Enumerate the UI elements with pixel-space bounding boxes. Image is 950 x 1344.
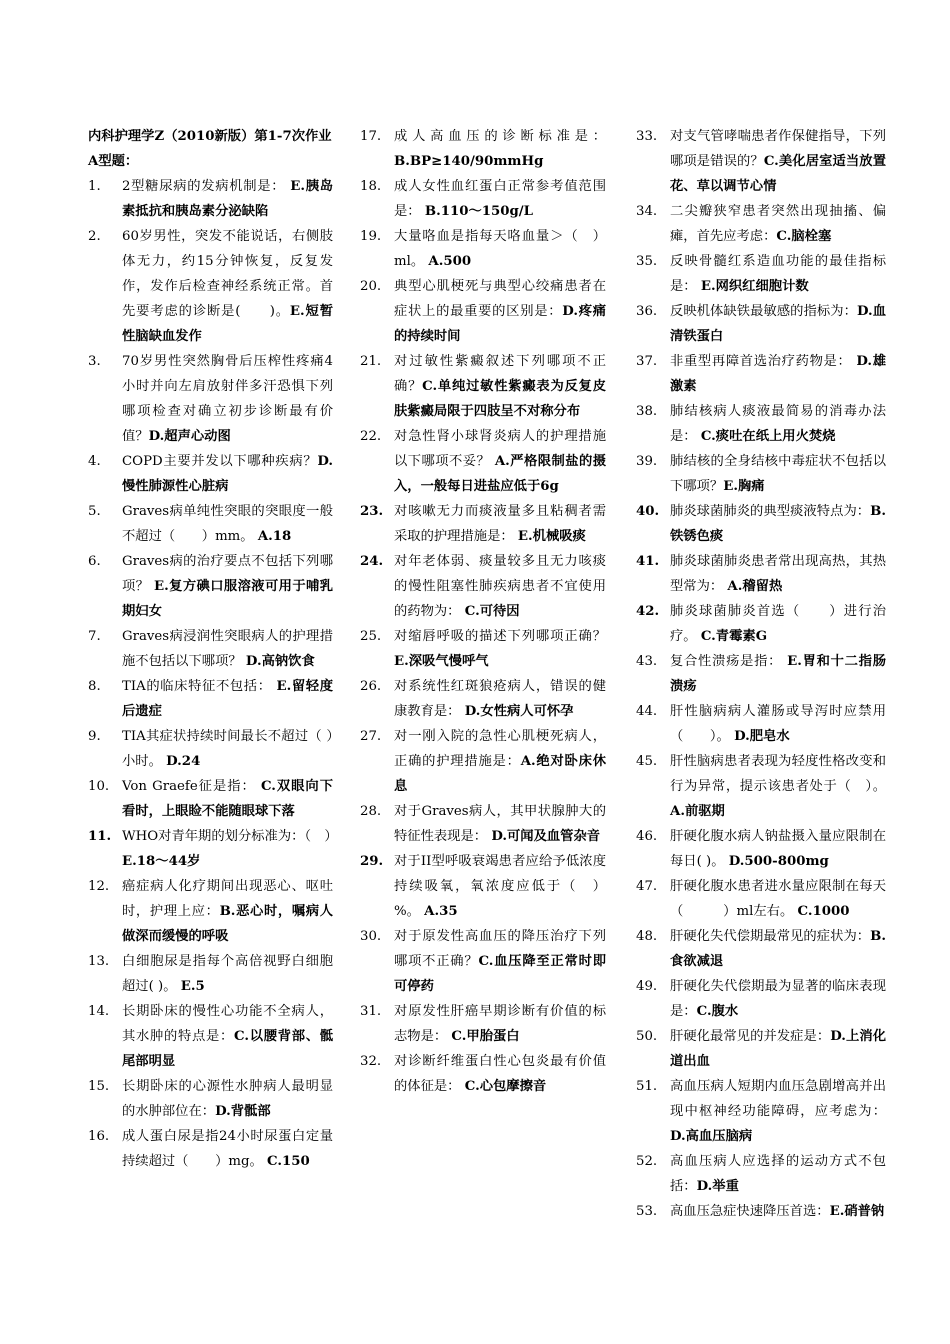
- question-number: 3.: [88, 354, 101, 369]
- question-text: 高血压急症快速降压首选：: [670, 1204, 830, 1219]
- question-item: [88, 949, 333, 999]
- question-number: 51.: [636, 1079, 658, 1094]
- question-number: 28.: [360, 804, 382, 819]
- question-item: [360, 624, 606, 674]
- question-number: 36.: [636, 304, 658, 319]
- question-item: [636, 199, 886, 249]
- answer-text: C.单纯过敏性紫癜表为反复皮肤紫癜局限于四肢呈不对称分布: [394, 379, 607, 419]
- question-text: 成人女性血红蛋白正常参考值范围是：: [394, 179, 606, 219]
- answer-text: E.18～44岁: [122, 854, 201, 869]
- answer-text: E.网织红细胞计数: [700, 279, 809, 294]
- answer-text: C.美化居室适当放置花、草以调节心情: [670, 154, 886, 194]
- question-text: 对于原发性高血压的降压治疗下列哪项不正确？: [394, 929, 606, 969]
- question-text: 70岁男性突然胸骨后压榨性疼痛4小时并向左肩放射伴多汗恐惧下列哪项检查对确立初步诊断最有价值？: [122, 354, 333, 444]
- question-body: [394, 224, 606, 274]
- answer-text: C.以腰背部、骶尾部明显: [122, 1029, 334, 1069]
- question-item: [88, 774, 333, 824]
- question-item: [636, 974, 886, 1024]
- question-item: [360, 724, 606, 799]
- question-text: 对于II型呼吸衰竭患者应给予低浓度持续吸氧，氧浓度应低于（ ）%。: [394, 854, 606, 919]
- question-text: 肝性脑病患者表现为轻度性格改变和行为异常，提示该患者处于（ ）。: [670, 754, 886, 794]
- question-item: [636, 924, 886, 974]
- question-number: 22.: [360, 429, 382, 444]
- question-number: 11.: [88, 829, 112, 844]
- question-number: 32.: [360, 1054, 382, 1069]
- column-3: [636, 124, 886, 1224]
- answer-text: D.高血压脑病: [670, 1129, 753, 1144]
- question-number: 46.: [636, 829, 658, 844]
- question-text: 白细胞尿是指每个高倍视野白细胞超过( )。: [122, 954, 333, 994]
- question-number: 8.: [88, 679, 101, 694]
- question-item: [360, 924, 606, 999]
- question-item: [360, 224, 606, 274]
- answer-text: D.超声心动图: [148, 429, 231, 444]
- answer-text: D.24: [166, 754, 201, 769]
- question-item: [88, 224, 333, 349]
- question-text: 长期卧床的心源性水肿病人最明显的水肿部位在：: [122, 1079, 333, 1119]
- question-number: 34.: [636, 204, 658, 219]
- question-number: 45.: [636, 754, 658, 769]
- question-text: 对诊断纤维蛋白性心包炎最有价值的体征是：: [394, 1054, 606, 1094]
- answer-text: C.双眼向下看时，上眼睑不能随眼球下落: [122, 779, 333, 819]
- question-text: 对缩唇呼吸的描述下列哪项正确？: [394, 629, 606, 644]
- question-text: Von Graefe征是指：: [122, 779, 261, 794]
- answer-text: D.疼痛的持续时间: [394, 304, 607, 344]
- question-item: [360, 999, 606, 1049]
- answer-text: D.雄激素: [670, 354, 887, 394]
- question-item: [88, 499, 333, 549]
- answer-text: A.35: [424, 904, 458, 919]
- question-number: 47.: [636, 879, 658, 894]
- answer-text: B.110～150g/L: [424, 204, 534, 219]
- question-item: [636, 349, 886, 399]
- question-item: [360, 424, 606, 499]
- answer-text: D.慢性肺源性心脏病: [122, 454, 333, 494]
- question-number: 43.: [636, 654, 658, 669]
- question-text: 肺结核的全身结核中毒症状不包括以下哪项？: [670, 454, 886, 494]
- question-number: 9.: [88, 729, 101, 744]
- question-body: [394, 274, 606, 349]
- question-body: [670, 874, 886, 924]
- answer-text: E.留轻度后遗症: [122, 679, 334, 719]
- question-number: 29.: [360, 854, 384, 869]
- question-text: 肝硬化失代偿期最为显著的临床表现是：: [670, 979, 886, 1019]
- question-item: [88, 724, 333, 774]
- answer-text: E.胰岛素抵抗和胰岛素分泌缺陷: [122, 179, 334, 219]
- answer-text: E.胃和十二指肠溃疡: [670, 654, 886, 694]
- answer-text: A.18: [257, 529, 292, 544]
- answer-text: B.铁锈色痰: [670, 504, 886, 544]
- question-body: [122, 549, 333, 624]
- question-text: 高血压病人应选择的运动方式不包括：: [670, 1154, 886, 1194]
- question-body: [394, 624, 606, 674]
- question-text: 反映机体缺铁最敏感的指标为：: [670, 304, 857, 319]
- question-text: Graves病的治疗要点不包括下列哪项？: [122, 554, 333, 594]
- question-text: 二尖瓣狭窄患者突然出现抽搐、偏瘫，首先应考虑：: [670, 204, 886, 244]
- question-item: [88, 874, 333, 949]
- question-number: 41.: [636, 554, 660, 569]
- question-item: [360, 124, 606, 174]
- question-body: [122, 874, 333, 949]
- question-body: [670, 499, 886, 549]
- answer-text: D.高钠饮食: [245, 654, 315, 669]
- question-item: [88, 349, 333, 449]
- question-text: 非重型再障首选治疗药物是：: [670, 354, 857, 369]
- question-number: 24.: [360, 554, 384, 569]
- answer-text: C.1000: [797, 904, 850, 919]
- question-text: 对于Graves病人，其甲状腺肿大的特征性表现是：: [394, 804, 606, 844]
- question-body: [670, 1149, 886, 1199]
- question-body: [394, 349, 606, 424]
- question-text: 肺炎球菌肺炎的典型痰液特点为：: [670, 504, 871, 519]
- answer-text: E.机械吸痰: [517, 529, 586, 544]
- question-body: [394, 724, 606, 799]
- question-item: [636, 1024, 886, 1074]
- page-title: 内科护理学Z（2010新版）第1-7次作业: [88, 129, 332, 144]
- question-text: 反映骨髓红系造血功能的最佳指标是：: [670, 254, 886, 294]
- question-number: 7.: [88, 629, 101, 644]
- question-number: 25.: [360, 629, 382, 644]
- question-item: [636, 824, 886, 874]
- question-item: [636, 124, 886, 199]
- question-body: [394, 549, 606, 624]
- question-item: [636, 449, 886, 499]
- question-body: [394, 999, 606, 1049]
- question-text: 对支气管哮喘患者作保健指导，下列哪项是错误的？: [670, 129, 886, 169]
- question-number: 49.: [636, 979, 658, 994]
- question-body: [670, 549, 886, 599]
- answer-text: D.举重: [696, 1179, 739, 1194]
- answer-text: B.BP≥140/90mmHg: [394, 154, 544, 169]
- question-body: [122, 449, 333, 499]
- question-number: 20.: [360, 279, 382, 294]
- question-item: [360, 549, 606, 624]
- question-body: [670, 349, 886, 399]
- question-body: [394, 174, 606, 224]
- question-body: [122, 774, 333, 824]
- question-number: 14.: [88, 1004, 110, 1019]
- question-number: 1.: [88, 179, 101, 194]
- question-text: 对过敏性紫癜叙述下列哪项不正确？: [394, 354, 606, 394]
- question-number: 42.: [636, 604, 660, 619]
- question-body: [670, 299, 886, 349]
- question-item: [636, 1074, 886, 1149]
- question-number: 31.: [360, 1004, 382, 1019]
- question-item: [360, 349, 606, 424]
- question-number: 44.: [636, 704, 658, 719]
- question-number: 38.: [636, 404, 658, 419]
- question-item: [636, 699, 886, 749]
- question-number: 6.: [88, 554, 101, 569]
- question-text: 典型心肌梗死与典型心绞痛患者在症状上的最重要的区别是：: [394, 279, 606, 319]
- question-number: 30.: [360, 929, 382, 944]
- question-item: [88, 999, 333, 1074]
- question-item: [88, 1124, 333, 1174]
- question-item: [88, 624, 333, 674]
- answer-text: C.血压降至正常时即可停药: [394, 954, 606, 994]
- question-text: 对原发性肝癌早期诊断有价值的标志物是：: [394, 1004, 606, 1044]
- question-body: [122, 1074, 333, 1124]
- question-text: 肺炎球菌肺炎首选（ ）进行治疗。: [670, 604, 886, 644]
- question-item: [360, 499, 606, 549]
- question-number: 53.: [636, 1204, 658, 1219]
- question-body: [394, 499, 606, 549]
- answer-text: D.可闻及血管杂音: [491, 829, 601, 844]
- question-number: 18.: [360, 179, 382, 194]
- question-body: [670, 749, 886, 824]
- question-body: [122, 724, 333, 774]
- question-text: 肝硬化腹水患者进水量应限制在每天（ ）ml左右。: [670, 879, 886, 919]
- question-body: [394, 424, 606, 499]
- answer-text: E.短暂性脑缺血发作: [122, 304, 334, 344]
- question-number: 33.: [636, 129, 658, 144]
- answer-text: D.血清铁蛋白: [670, 304, 887, 344]
- answer-text: A.500: [428, 254, 472, 269]
- question-item: [636, 549, 886, 599]
- question-number: 19.: [360, 229, 382, 244]
- question-number: 23.: [360, 504, 384, 519]
- question-number: 39.: [636, 454, 658, 469]
- question-text: 肝性脑病病人灌肠或导泻时应禁用（ ）。: [670, 704, 886, 744]
- answer-text: E.5: [180, 979, 205, 994]
- question-text: 高血压病人短期内血压急剧增高并出现中枢神经功能障碍，应考虑为：: [670, 1079, 886, 1119]
- question-text: Graves病浸润性突眼病人的护理措施不包括以下哪项？: [122, 629, 333, 669]
- question-item: [88, 674, 333, 724]
- question-body: [394, 1049, 606, 1099]
- question-number: 40.: [636, 504, 660, 519]
- question-number: 5.: [88, 504, 101, 519]
- answer-text: C.心包摩擦音: [464, 1079, 547, 1094]
- question-number: 10.: [88, 779, 110, 794]
- answer-text: C.痰吐在纸上用火焚烧: [700, 429, 836, 444]
- question-body: [670, 924, 886, 974]
- question-body: [122, 499, 333, 549]
- question-body: [122, 224, 333, 349]
- question-text: 大量咯血是指每天咯血量＞（ ）ml。: [394, 229, 606, 269]
- answer-text: D.背骶部: [215, 1104, 271, 1119]
- answer-text: C.可待因: [464, 604, 520, 619]
- question-number: 48.: [636, 929, 658, 944]
- question-text: 对急性肾小球肾炎病人的护理措施以下哪项不妥？: [394, 429, 606, 469]
- answer-text: C.脑栓塞: [776, 229, 832, 244]
- question-body: [670, 124, 886, 199]
- answer-text: E.胸痛: [723, 479, 765, 494]
- question-body: [122, 349, 333, 449]
- question-text: 肝硬化最常见的并发症是：: [670, 1029, 831, 1044]
- question-body: [670, 1074, 886, 1149]
- question-item: [88, 174, 333, 224]
- question-body: [670, 649, 886, 699]
- question-number: 15.: [88, 1079, 110, 1094]
- answer-text: A.绝对卧床休息: [394, 754, 607, 794]
- answer-text: E.复方碘口服溶液可用于哺乳期妇女: [122, 579, 334, 619]
- question-text: Graves病单纯性突眼的突眼度一般不超过（ ）mm。: [122, 504, 333, 544]
- answer-text: E.硝普钠: [829, 1204, 885, 1219]
- question-item: [636, 299, 886, 349]
- question-item: [360, 849, 606, 924]
- question-item: [636, 249, 886, 299]
- question-item: [360, 799, 606, 849]
- column-2: [360, 124, 606, 1099]
- question-body: [670, 974, 886, 1024]
- question-number: 12.: [88, 879, 110, 894]
- question-number: 21.: [360, 354, 382, 369]
- question-body: [122, 674, 333, 724]
- question-body: [394, 849, 606, 924]
- answer-text: C.腹水: [696, 1004, 739, 1019]
- answer-text: A.稽留热: [727, 579, 783, 594]
- answer-text: D.女性病人可怀孕: [464, 704, 574, 719]
- question-body: [670, 699, 886, 749]
- question-item: [360, 674, 606, 724]
- question-body: [394, 674, 606, 724]
- question-body: [122, 999, 333, 1074]
- question-text: TIA其症状持续时间最长不超过（ ）小时。: [122, 729, 333, 769]
- question-body: [122, 824, 338, 874]
- question-text: 肝硬化腹水病人钠盐摄入量应限制在每日( )。: [670, 829, 886, 869]
- question-body: [670, 1199, 886, 1224]
- question-item: [636, 399, 886, 449]
- question-body: [394, 799, 606, 849]
- question-text: 癌症病人化疗期间出现恶心、呕吐时，护理上应：: [122, 879, 333, 919]
- answer-text: C.青霉素G: [700, 629, 768, 644]
- question-item: [636, 1149, 886, 1199]
- question-item: [636, 1199, 886, 1224]
- question-text: 肝硬化失代偿期最常见的症状为：: [670, 929, 871, 944]
- question-body: [670, 199, 886, 249]
- question-body: [670, 824, 886, 874]
- question-body: [670, 249, 886, 299]
- question-text: 肺结核病人痰液最简易的消毒办法是：: [670, 404, 886, 444]
- question-item: [88, 1074, 333, 1124]
- question-text: 成人高血压的诊断标准是：: [394, 129, 606, 144]
- question-number: 52.: [636, 1154, 658, 1169]
- question-body: [122, 174, 333, 224]
- answer-text: B.恶心时，嘱病人做深而缓慢的呼吸: [122, 904, 333, 944]
- answer-text: A.前驱期: [670, 804, 725, 819]
- question-item: [636, 599, 886, 649]
- question-text: WHO对青年期的划分标准为：（ ）: [122, 829, 338, 844]
- question-number: 50.: [636, 1029, 658, 1044]
- question-number: 27.: [360, 729, 382, 744]
- answer-text: B.食欲减退: [670, 929, 886, 969]
- question-text: 肺炎球菌肺炎患者常出现高热，其热型常为：: [670, 554, 886, 594]
- question-text: 对咳嗽无力而痰液量多且粘稠者需采取的护理措施是：: [394, 504, 606, 544]
- question-text: TIA的临床特征不包括：: [122, 679, 277, 694]
- question-item: [88, 824, 338, 874]
- question-body: [394, 924, 606, 999]
- answer-text: A.严格限制盐的摄入，一般每日进盐应低于6g: [394, 454, 606, 494]
- question-text: 对一刚入院的急性心肌梗死病人，正确的护理措施是：: [394, 729, 606, 769]
- question-item: [636, 649, 886, 699]
- question-item: [360, 1049, 606, 1099]
- answer-text: E.深吸气慢呼气: [394, 654, 489, 669]
- section-heading: A型题：: [88, 154, 139, 169]
- question-item: [88, 549, 333, 624]
- question-body: [122, 624, 333, 674]
- column-1: [88, 124, 338, 1174]
- question-item: [636, 499, 886, 549]
- answer-text: C.150: [267, 1154, 310, 1169]
- question-body: [670, 1024, 886, 1074]
- question-text: COPD主要并发以下哪种疾病？: [122, 454, 318, 469]
- question-text: 60岁男性，突发不能说话，右侧肢体无力，约15分钟恢复，反复发作，发作后检查神经系统正常。首先要考虑的诊断是( )。: [122, 229, 333, 319]
- answer-text: D.肥皂水: [734, 729, 790, 744]
- question-text: 长期卧床的慢性心功能不全病人，其水肿的特点是：: [122, 1004, 333, 1044]
- question-number: 4.: [88, 454, 101, 469]
- question-number: 16.: [88, 1129, 110, 1144]
- question-body: [122, 949, 333, 999]
- question-text: 2型糖尿病的发病机制是：: [122, 179, 291, 194]
- question-number: 13.: [88, 954, 110, 969]
- answer-text: C.甲胎蛋白: [451, 1029, 520, 1044]
- answer-text: D.500-800mg: [728, 854, 829, 869]
- answer-text: D.上消化道出血: [670, 1029, 886, 1069]
- question-text: 复合性溃疡是指：: [670, 654, 788, 669]
- question-text: 对系统性红斑狼疮病人，错误的健康教育是：: [394, 679, 606, 719]
- question-item: [636, 874, 886, 924]
- question-text: 成人蛋白尿是指24小时尿蛋白定量持续超过（ ）mg。: [122, 1129, 333, 1169]
- question-number: 37.: [636, 354, 658, 369]
- question-number: 2.: [88, 229, 101, 244]
- question-item: [360, 274, 606, 349]
- question-number: 26.: [360, 679, 382, 694]
- question-item: [88, 449, 333, 499]
- question-number: 17.: [360, 129, 382, 144]
- question-item: [360, 174, 606, 224]
- question-body: [670, 399, 886, 449]
- question-body: [394, 124, 606, 174]
- question-text: 对年老体弱、痰量较多且无力咳痰的慢性阻塞性肺疾病患者不宜使用的药物为：: [394, 554, 606, 619]
- question-item: [636, 749, 886, 824]
- question-body: [670, 599, 886, 649]
- question-body: [670, 449, 886, 499]
- question-number: 35.: [636, 254, 658, 269]
- question-body: [122, 1124, 333, 1174]
